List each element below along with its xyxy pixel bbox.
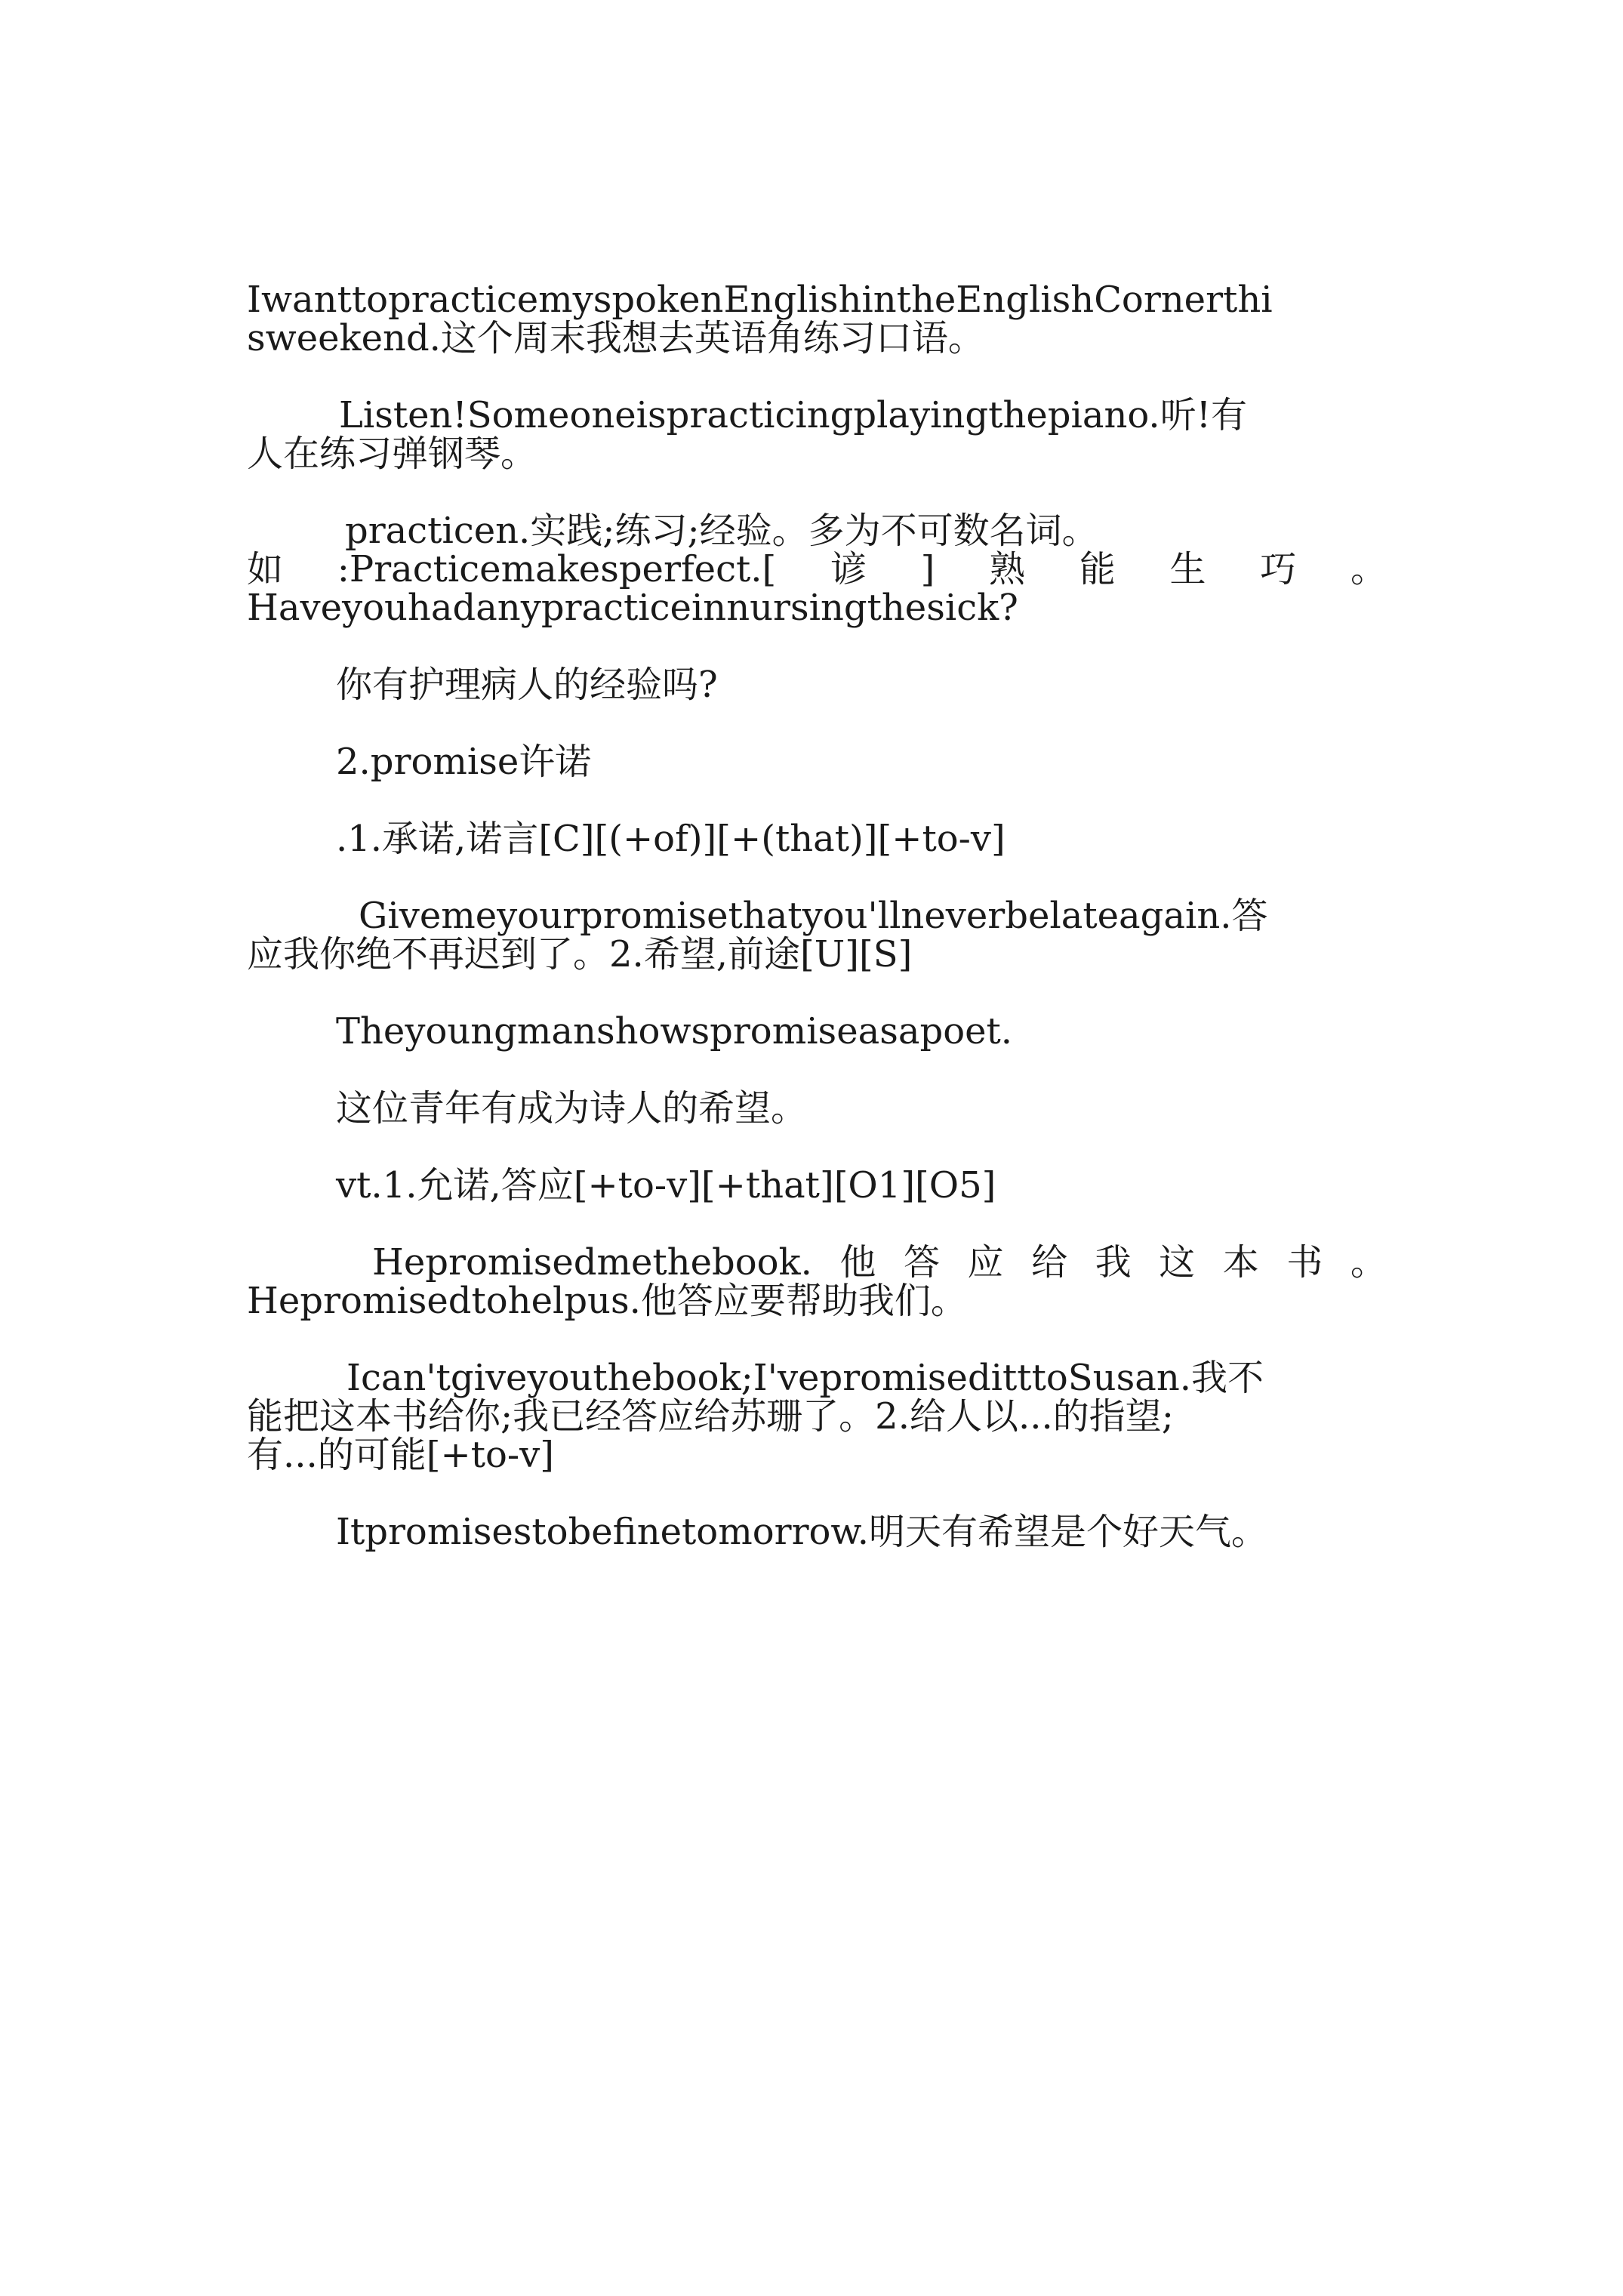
text-segment: :Practicemakesperfect.[ [337, 548, 777, 590]
text-line: sweekend.这个周末我想去英语角练习口语。 [247, 317, 984, 359]
text-segment: 熟 [989, 548, 1026, 590]
text-segment: 我 [1095, 1241, 1132, 1284]
text-line: .1.承诺,诺言[C][(+of)][+(that)][+to-v] [336, 818, 1006, 860]
text-segment: 给 [1031, 1241, 1068, 1284]
text-line: 这位青年有成为诗人的希望。 [336, 1087, 808, 1130]
text-line-justified [247, 550, 1387, 589]
paragraph-1 [247, 281, 1387, 358]
paragraph-3 [247, 512, 1387, 627]
text-line: Givemeyourpromisethatyou'llneverbelateagain.答 [359, 895, 1268, 937]
text-line: 2.promise许诺 [336, 741, 592, 783]
paragraph-5 [247, 743, 1387, 781]
text-line: Haveyouhadanypracticeinnursingthesick? [247, 587, 1018, 629]
text-line: Hepromisedtohelpus.他答应要帮助我们。 [247, 1280, 967, 1322]
paragraph-6 [247, 820, 1387, 858]
text-line: 你有护理病人的经验吗? [336, 664, 718, 706]
text-segment: 这 [1159, 1241, 1196, 1284]
text-segment: 生 [1169, 548, 1206, 590]
text-line: 能把这本书给你;我已经答应给苏珊了。2.给人以...的指望; [247, 1395, 1174, 1438]
text-line: practicen.实践;练习;经验。多为不可数名词。 [345, 510, 1098, 552]
text-segment: 本 [1222, 1241, 1259, 1284]
paragraph-12 [247, 1359, 1387, 1475]
paragraph-2 [247, 396, 1387, 473]
text-segment: 他 [839, 1241, 876, 1284]
text-line: IwanttopracticemyspokenEnglishintheEnglishCornerthi [247, 279, 1273, 321]
paragraph-4 [247, 666, 1387, 704]
text-segment: 谚 [830, 548, 867, 590]
text-line: Itpromisestobefinetomorrow.明天有希望是个好天气。 [336, 1511, 1268, 1553]
paragraph-13 [247, 1513, 1387, 1552]
text-segment: 能 [1079, 548, 1116, 590]
paragraph-9 [247, 1089, 1387, 1128]
text-segment: 如 [247, 548, 284, 590]
text-line: vt.1.允诺,答应[+to-v][+that][O1][O5] [336, 1164, 996, 1207]
paragraph-8 [247, 1012, 1387, 1051]
paragraph-11 [247, 1241, 1387, 1322]
text-line: 应我你绝不再迟到了。2.希望,前途[U][S] [247, 933, 913, 975]
text-line: Ican'tgiveyouthebook;I'vepromiseditttoSusan.我不 [346, 1357, 1264, 1399]
text-segment: 答 [903, 1241, 940, 1284]
text-segment: Hepromisedmethebook. [372, 1241, 812, 1284]
text-segment: ] [920, 548, 935, 590]
text-line: 人在练习弹钢琴。 [247, 433, 537, 475]
paragraph-7 [247, 897, 1387, 974]
text-segment: 。 [1350, 548, 1387, 590]
text-line-justified [247, 1241, 1387, 1284]
document-body [247, 281, 1387, 1552]
text-line: Listen!Someoneispracticingplayingthepiano.听!有 [339, 394, 1247, 436]
text-segment: 。 [1350, 1241, 1387, 1284]
text-segment: 书 [1286, 1241, 1323, 1284]
text-line: Theyoungmanshowspromiseasapoet. [336, 1010, 1013, 1052]
text-line: 有...的可能[+to-v] [247, 1434, 554, 1476]
paragraph-10 [247, 1166, 1387, 1205]
text-segment: 巧 [1260, 548, 1297, 590]
text-segment: 应 [967, 1241, 1004, 1284]
